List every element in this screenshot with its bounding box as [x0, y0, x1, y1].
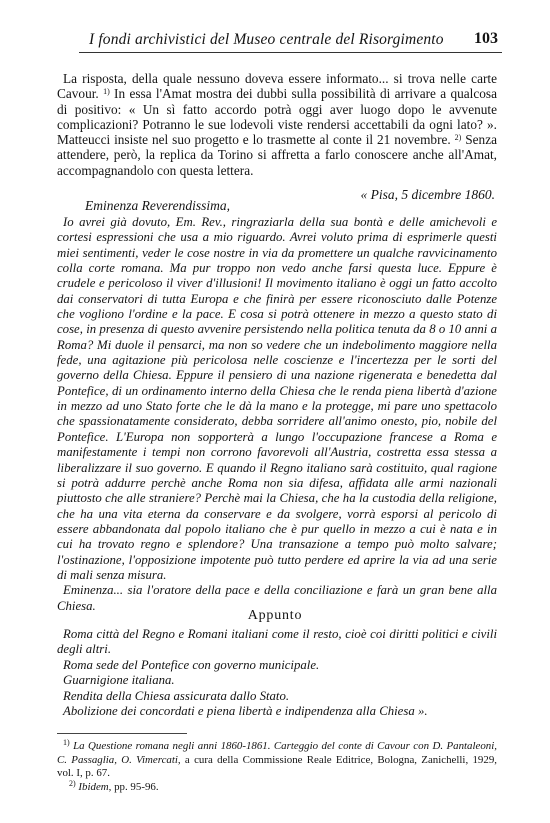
footnote-2-title: Ibidem, [78, 781, 112, 794]
footnote-ref-2: 2) [454, 133, 462, 143]
letter-paragraph: Io avrei già dovuto, Em. Rev., ringraziarla della sua bontà e delle amichevoli e cortesi espressioni che usa a mio riguardo. Avrei voluto prima di esprimerle questi miei sentimenti, veder le cose nostre in via da promettere un qualche ravvicinamento colla corte romana. Ma pur troppo non vedo anche farsi questa luce. Eppure è crudele e pericoloso il viver d'illusioni! Il movimento italiano è oggi un fatto accolto dai conservatori di tutta Europa e che finirà per essere riconosciuto dalle Potenze che vogliono l'ordine e la pace. E cosa si potrà ottenere in mezzo a questo stato di cose, in presenza di questo avvenire persistendo nella politica tenuta da 8 o 10 anni a Roma? Mi duole il pensarci, ma non so vedere che un indebolimento maggiore nella fede, una agitazione più pericolosa nelle coscienze e l'incertezza per le sorti del governo della Chiesa. Eppure il pensiero di una nazione rigenerata e benedetta dal Pontefice, di un ordinamento interno della Chiesa che le renda piena libertà d'azione in mezzo ad uno Stato forte che le dà la mano e la protegge, mi pare uno spettacolo che spassionatamente considerato, debba sorridere all'animo onesto, pio, nobile del Pontefice. L'Europa non sopporterà a lungo l'occupazione francese a Roma e manifestamente i tempi non corrono favorevoli all'Austria, costretta essa stessa a liberalizzare il suo governo. E quando il Regno italiano sarà costituito, qual ragione si potrà addurre perchè anche Roma non sia difesa, affidata alle armi nazionali piuttosto che alle straniere? Perchè mai la Chiesa, che ha la custodia della religione, che ha una vita eterna da conservare e da svolgere, vorrà esporsi al pericolo di essere abbandonata dal popolo italiano che è pur quello in mezzo a cui è nata e in cui ha trovato regno e splendore? Una transazione a tempo può molto salvare; l'ostinazione, l'opposizione impotente può tutto perdere ed aprire la via ad una serie di mali senza misura. [57, 215, 497, 582]
running-header [79, 30, 502, 52]
footnotes [57, 740, 497, 795]
intro-paragraph [57, 71, 497, 178]
footnote-1-title: La Questione romana negli anni 1860-1861. Carteggio del conte di Cavour con D. Pantaleoni, C. Passaglia, O. Vimercati, [57, 740, 497, 766]
running-title: I fondi archivistici del Museo centrale del Risorgimento [89, 31, 444, 48]
letter-closing: Eminenza... sia l'oratore della pace e della conciliazione e farà un gran bene alla Chiesa. [57, 583, 497, 613]
footnote-ref-1: 1) [103, 87, 110, 97]
footnote-rule [57, 733, 187, 734]
letter-salutation: Eminenza Reverendissima, [85, 198, 230, 213]
footnote-2-mark: 2) [69, 779, 76, 789]
appunto-line: Roma città del Regno e Romani italiani come il resto, cioè coi diritti politici e civili degli altri. [57, 627, 497, 657]
footnote-1-rest: a cura della Commissione Reale Editrice, Bologna, Zanichelli, 1929, vol. I, p. 67. [57, 753, 497, 780]
footnote-2-rest: pp. 95-96. [111, 781, 159, 794]
letter-dateline: « Pisa, 5 dicembre 1860. [360, 187, 495, 202]
intro-text-3: Senza attendere, però, la replica da Torino si affretta a farlo conoscere anche all'Amat, accompagnandolo con questa lettera. [57, 132, 497, 178]
appunto-line: Roma sede del Pontefice con governo municipale. [63, 657, 320, 672]
appunto-heading: Appunto [247, 608, 303, 623]
page-number: 103 [474, 30, 498, 47]
footnote-1 [57, 740, 497, 781]
appunto-list [57, 627, 497, 719]
letter-body [57, 215, 497, 614]
footnote-1-mark: 1) [63, 738, 70, 747]
intro-text-1: La risposta, della quale nessuno doveva essere informato... si trova nelle carte Cavour. [57, 71, 497, 102]
appunto-line: Rendita della Chiesa assicurata dallo Stato. [63, 688, 290, 703]
appunto-line: Abolizione dei concordati e piena libertà e indipendenza alla Chiesa ». [63, 704, 428, 719]
appunto-line: Guarnigione italiana. [63, 673, 175, 688]
header-rule [79, 52, 502, 53]
intro-text [57, 71, 497, 178]
intro-text-2: In essa l'Amat mostra dei dubbi sulla possibilità di arrivare a qualcosa di positivo: « Un sì fatto accordo potrà oggi aver luogo dopo le avvenute complicazioni? Potranno le sue lodevoli viste rendersi accettabili da ogni lato? ». Matteucci insiste nel suo progetto e lo trasmette al conte il 21 novembre. [57, 86, 497, 148]
footnote-2 [63, 781, 497, 795]
